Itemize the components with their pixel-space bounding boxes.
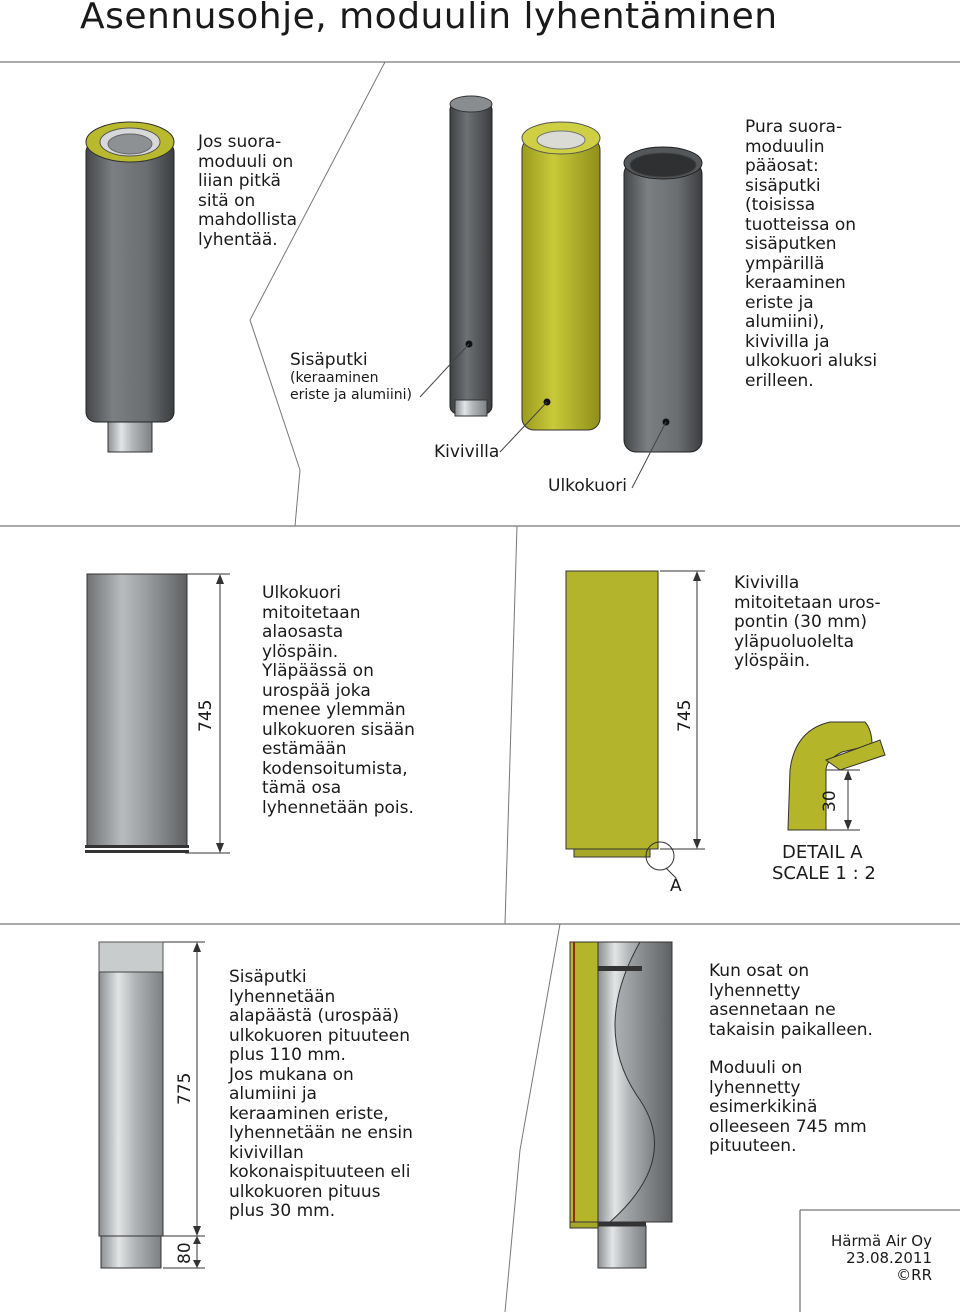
assembled-module-illustration [86,122,174,452]
detail-title: DETAIL A [782,842,863,863]
label-inner-pipe-sub: (keraaminen eriste ja alumiini) [290,370,413,403]
reassembled-module-cutaway [570,942,672,1268]
inner-pipe-illustration [450,96,492,416]
rock-wool-text: Kivivilla mitoitetaan uros- pontin (30 mm) yläpuoluolelta ylöspäin. [734,573,881,671]
disassembly-text: Pura suora- moduulin pääosat: sisäputki (toisissa tuotteissa on sisäputken ympärillä keraaminen eriste ja alumiini), kivivilla ja ulkokuori aluksi erilleen. [745,117,878,391]
outer-shell-text: Ulkokuori mitoitetaan alaosasta ylöspäin. Yläpäässä on urospää joka menee ylemmän ulkokuoren sisään estämään kodensoitumista, tämä osa lyhennetään pois. [262,583,415,818]
detail-dimension: 30 [820,790,840,812]
inner-pipe-dimension: 775 [175,1072,195,1105]
label-rock-wool: Kivivilla [434,442,500,462]
example-text: Moduuli on lyhennetty esimerkikinä olleeseen 745 mm pituuteen. [709,1058,867,1156]
footer-company: Härmä Air Oy [831,1232,932,1250]
label-outer-shell: Ulkokuori [548,476,628,496]
detail-a-illustration [788,722,885,830]
reassemble-text: Kun osat on lyhennetty asennetaan ne takaisin paikalleen. [709,961,873,1040]
label-inner-pipe: Sisäputki [290,350,368,370]
footer-date: 23.08.2011 [846,1249,932,1267]
inner-pipe-bottom-dimension: 80 [175,1242,195,1264]
intro-text: Jos suora- moduuli on liian pitkä sitä on mahdollista lyhentää. [198,132,298,250]
rock-wool-dimension: 745 [675,699,695,732]
detail-marker: A [670,876,682,896]
inner-pipe-text: Sisäputki lyhennetään alapäästä (urospää) ulkokuoren pituuteen plus 110 mm. Jos mukana on alumiini ja keraaminen eriste, lyhennetään ne ensin kivivillan kokonaispituuteen eli ulkokuoren pituus plus 30 mm. [229,967,413,1221]
detail-scale: SCALE 1 : 2 [772,863,876,884]
inner-pipe-measure-illustration [99,942,205,1268]
outer-shell-illustration [624,147,702,452]
footer-author: ©RR [896,1266,932,1284]
rock-wool-illustration [522,122,600,430]
outer-shell-dimension: 745 [196,699,216,732]
page-title: Asennusohje, moduulin lyhentäminen [80,0,778,37]
